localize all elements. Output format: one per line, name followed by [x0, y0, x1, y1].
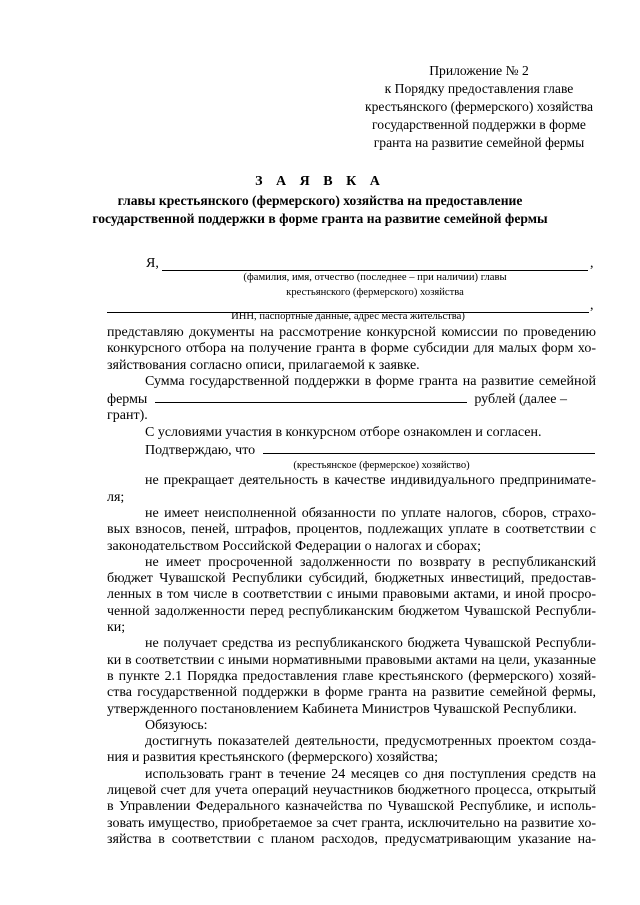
text-line: достигнуть показателей деятельности, предусмотренных проектом созда- [145, 734, 596, 750]
text-fragment: фермы [107, 392, 148, 408]
text-line: ния и развития крестьянского (фермерского) хозяйства; [107, 750, 438, 766]
text-line: не имеет просроченной задолженности по возврату в республиканский [145, 554, 596, 570]
document-body [107, 325, 596, 848]
document-subtitle [0, 192, 640, 228]
text-line: в пункте 2.1 Порядка предоставления главе крестьянского (фермерского) хозяй- [107, 668, 596, 684]
appendix-line: Приложение № 2 [429, 63, 529, 78]
text-line [107, 441, 596, 459]
text-line: бюджет Чувашской Республики субсидий, бюджетных инвестиций, предостав- [107, 571, 596, 587]
text-line: использовать грант в течение 24 месяцев со дня поступления средств на [145, 766, 596, 782]
appendix-line: гранта на развитие семейной фермы [373, 135, 585, 150]
document-title: З А Я В К А [255, 174, 385, 189]
text-line: Сумма государственной поддержки в форме гранта на развитие семейной [145, 373, 596, 389]
text-line: не прекращает деятельность в качестве индивидуального предпринимате- [145, 473, 596, 489]
text-line: представляю документы на рассмотрение конкурсной комиссии по проведению [107, 325, 596, 340]
appendix-line: крестьянского (фермерского) хозяйства [365, 99, 593, 114]
text-line: ленных в том числе в соответствии с иными правовыми актами, и иной просро- [107, 587, 596, 603]
name-field-hint [162, 270, 588, 300]
text-fragment: рублей (далее – [474, 392, 567, 408]
comma: , [590, 256, 594, 271]
text-line: утвержденного постановлением Кабинета Министров Чувашской Республики. [107, 701, 577, 717]
text-line: ки в соответствии с иными нормативными правовыми актами на цели, указанные [107, 652, 596, 668]
subtitle-line: главы крестьянского (фермерского) хозяйства на предоставление [117, 193, 523, 208]
ya-label: Я, [146, 256, 159, 271]
inn-field-hint: ИНН, паспортные данные, адрес места жительства) [231, 311, 465, 322]
text-line: не получает средства из республиканского бюджета Чувашской Республи- [145, 636, 596, 652]
text-line: законодательством Российской Федерации о налогах и сборах; [107, 538, 482, 554]
farm-field-hint: (крестьянское (фермерское) хозяйство) [293, 460, 470, 472]
text-line: конкурсного отбора на получение гранта в форме субсидии для малых форм хо- [107, 341, 596, 357]
text-line: С условиями участия в конкурсном отборе ознакомлен и согласен. [145, 424, 542, 440]
text-line: грант). [107, 408, 148, 424]
hint-line: крестьянского (фермерского) хозяйства [286, 287, 464, 298]
subtitle-line: государственной поддержки в форме гранта на развитие семейной фермы [92, 211, 548, 226]
text-line: зяйствования согласно описи, прилагаемой к заявке. [107, 357, 420, 373]
text-line: Обязуюсь: [145, 717, 208, 733]
text-line: в Управлении Федерального казначейства по Чувашской Республике, и исполь- [107, 799, 596, 815]
farm-fill-line [263, 441, 595, 454]
text-line: зовать имущество, приобретаемое за счет гранта, исключительно на развитие хо- [107, 815, 596, 831]
text-line: ля; [107, 489, 125, 505]
amount-fill-line [155, 390, 467, 403]
text-line: ки; [107, 620, 126, 636]
appendix-line: государственной поддержки в форме [372, 117, 586, 132]
text-line: ченной задолженности перед республиканским бюджетом Чувашской Республи- [107, 603, 596, 619]
text-line: зяйства в соответствии с планом расходов, предусматривающим указание на- [107, 831, 596, 847]
text-line: вых взносов, пеней, штрафов, процентов, подлежащих уплате в соответствии с [107, 522, 596, 538]
appendix-header [336, 62, 622, 152]
text-line [107, 390, 596, 408]
text-line: не имеет неисполненной обязанности по уплате налогов, сборов, страхо- [145, 505, 596, 521]
text-line: лицевой счет для учета операций неучастников бюджетного процесса, открытый [107, 783, 596, 799]
text-fragment: Подтверждаю, что [145, 443, 256, 459]
hint-line: (фамилия, имя, отчество (последнее – при наличии) главы [243, 272, 507, 283]
appendix-line: к Порядку предоставления главе [384, 81, 574, 96]
text-line: ства государственной поддержки в форме гранта на развитие семейной фермы, [107, 685, 596, 701]
comma: , [590, 298, 594, 313]
